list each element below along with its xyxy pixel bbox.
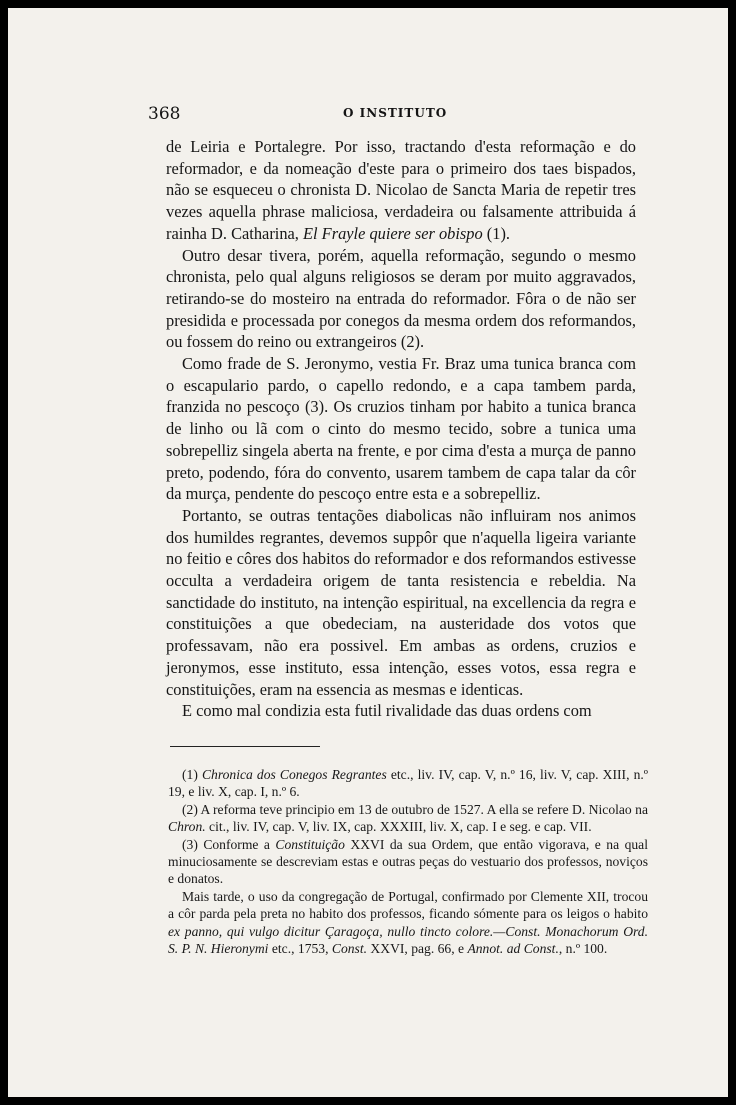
footnote-3-text-a: (3) Conforme a (182, 836, 276, 852)
footnote-4-text-d: , n.º 100. (558, 941, 608, 957)
footnote-4-text-a: Mais tarde, o uso da congregação de Portugal, confirmado por Clemente XII, trocou a côr parda pela preta no habito dos professos, ficando sómente para os leigos o habito (168, 888, 648, 922)
paragraph-2: Outro desar tivera, porém, aquella reformação, segundo o mesmo chronista, pelo qual alguns religiosos se deram por muito aggravados, retirando-se do mosteiro na entrada do reformador. Fôra o de não ser presidida e processada por conegos da mesma ordem dos reformandos, ou fossem do reino ou extrangeiros (2). (166, 245, 636, 352)
main-text (166, 136, 636, 722)
footnotes (168, 766, 648, 957)
footnote-4-const: Const. (331, 941, 368, 957)
footnote-2-text-a: (2) A reforma teve principio em 13 de outubro de 1527. A ella se refere D. Nicolao na (182, 801, 648, 817)
footnote-1-title: Chronica dos Conegos Regrantes (201, 767, 387, 782)
spanish-quote: El Frayle quiere ser obispo (303, 223, 483, 243)
book-page (8, 8, 728, 1097)
footnote-3 (168, 836, 648, 888)
footnote-4-text-b: etc., 1753, (268, 941, 332, 957)
footnote-3-text-b: XXVI da sua Ordem, que então vigorava, e na qual minuciosamente se descreviam estas e outras peças do vestuario dos professos, noviços e donatos. (168, 836, 648, 887)
footnote-2-text-b: cit., liv. IV, cap. V, liv. IX, cap. XXXIII, liv. X, cap. I e seg. e cap. VII. (205, 819, 592, 835)
paragraph-4: Portanto, se outras tentações diabolicas não influiram nos animos dos humildes regrantes, devemos suppôr que n'aquella ligeira variante no feitio e côres dos habitos do reformador e dos reformandos estivesse occulta a verdadeira origem de tanta resistencia e rebeldia. Na sanctidade do instituto, na intenção espiritual, na excellencia da regra e constituições a que obedeciam, na austeridade dos votos que professavam, não era possivel. Em ambas as ordens, cruzios e jeronymos, esse instituto, essa intenção, esses votos, essa regra e constituições, eram na essencia as mesmas e identicas. (166, 505, 636, 699)
footnote-rule (170, 746, 320, 747)
footnote-3-continuation (168, 888, 648, 958)
footnote-1 (168, 766, 648, 801)
footnote-1-text: etc., liv. IV, cap. V, n.º 16, liv. V, cap. XIII, n.º 19, e liv. X, cap. I, n.º 6. (168, 767, 648, 800)
footnote-2-title: Chron. (168, 819, 206, 835)
page-number: 368 (148, 104, 181, 124)
paragraph-5: E como mal condizia esta futil rivalidade das duas ordens com (182, 701, 592, 721)
footnote-2 (168, 801, 648, 836)
footnote-1-number: (1) (182, 767, 202, 782)
paragraph-3: Como frade de S. Jeronymo, vestia Fr. Braz uma tunica branca com o escapulario pardo, o capello redondo, e a capa tambem parda, franzida no pescoço (3). Os cruzios tinham por habito a tunica branca de linho ou lã com o cinto do mesmo tecido, sobre a tunica uma sobrepelliz singela aberta na frente, e por cima d'esta a murça de panno preto, podendo, fóra do convento, usarem tambem de capa talar da côr da murça, pendente do pescoço entre esta e a sobrepelliz. (166, 354, 636, 504)
footnote-4-text-c: XXVI, pag. 66, e (367, 941, 468, 957)
paragraph-1 (166, 136, 636, 245)
paragraph-1-text: de Leiria e Portalegre. Por isso, tractando d'esta reformação e do reformador, e da nomeação d'este para o primeiro dos taes bispados, não se esqueceu o chronista D. Nicolao de Sancta Maria de repetir tres vezes aquella phrase maliciosa, verdadeira ou falsamente attribuida á rainha D. Catharina, (166, 137, 636, 243)
journal-title: O INSTITUTO (343, 106, 448, 120)
running-head (148, 104, 628, 126)
footnote-4-latin: ex panno, qui vulgo dicitur Çaragoça, nullo tincto colore.—Const. Monachorum Ord. S. P. N. Hieronymi (168, 923, 648, 957)
footnote-ref-1: (1). (482, 223, 510, 243)
footnote-3-title: Constituição (275, 836, 345, 852)
footnote-4-annot: Annot. ad Const. (467, 941, 559, 957)
